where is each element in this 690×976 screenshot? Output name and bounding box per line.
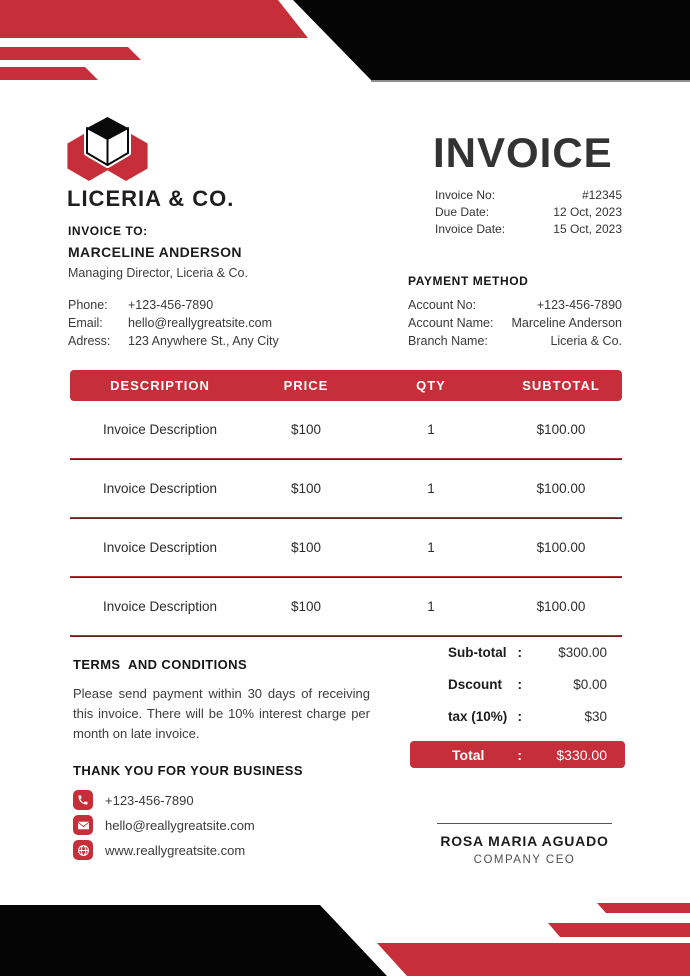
header-red-stripe-1 bbox=[0, 47, 141, 60]
cell-qty: 1 bbox=[427, 599, 435, 614]
items-table-header bbox=[70, 370, 622, 401]
email-icon bbox=[73, 815, 93, 835]
contact-phone: +123-456-7890 bbox=[105, 792, 194, 808]
thank-you-section bbox=[73, 763, 373, 865]
cell-price: $100 bbox=[290, 481, 322, 496]
total-label: Total bbox=[452, 746, 485, 763]
due-date-label: Due Date: bbox=[435, 205, 490, 219]
account-name-label: Account Name: bbox=[408, 316, 494, 330]
discount-value: $0.00 bbox=[573, 677, 607, 692]
cell-price: $100 bbox=[290, 599, 322, 614]
email-label: Email: bbox=[68, 316, 103, 330]
page-title: INVOICE bbox=[433, 129, 613, 176]
client-phone-row bbox=[68, 298, 378, 312]
account-name-row bbox=[408, 316, 622, 330]
list-item bbox=[73, 840, 373, 860]
phone-value: +123-456-7890 bbox=[128, 298, 214, 312]
branch-name-label: Branch Name: bbox=[408, 334, 488, 348]
discount-row bbox=[410, 677, 625, 692]
cell-price: $100 bbox=[290, 540, 322, 555]
bill-to-section bbox=[68, 224, 378, 352]
invoice-number-row bbox=[435, 188, 622, 202]
items-table bbox=[70, 370, 622, 637]
client-title: Managing Director, Liceria & Co. bbox=[68, 266, 248, 280]
cell-subtotal: $100.00 bbox=[536, 599, 586, 614]
signatory-name: ROSA MARIA AGUADO bbox=[440, 833, 609, 849]
contact-list bbox=[73, 790, 373, 860]
table-row bbox=[70, 460, 622, 517]
header-red-stripe-2 bbox=[0, 67, 98, 80]
cell-qty: 1 bbox=[427, 481, 435, 496]
footer-red-stripe-2 bbox=[548, 923, 690, 937]
header-red-shape bbox=[0, 0, 308, 38]
cell-subtotal: $100.00 bbox=[536, 481, 586, 496]
col-subtotal: SUBTOTAL bbox=[522, 378, 600, 393]
total-value: $330.00 bbox=[556, 746, 607, 763]
list-item bbox=[73, 815, 373, 835]
invoice-number-label: Invoice No: bbox=[435, 188, 496, 202]
bill-to-heading: INVOICE TO: bbox=[68, 224, 148, 238]
cell-price: $100 bbox=[290, 422, 322, 437]
header-gray-line bbox=[371, 80, 690, 82]
cube-hexagon-logo-icon bbox=[62, 113, 154, 181]
email-value: hello@reallygreatsite.com bbox=[128, 316, 273, 330]
invoice-date-value: 15 Oct, 2023 bbox=[553, 222, 622, 236]
footer-red-stripe-1 bbox=[597, 903, 690, 913]
subtotal-value: $300.00 bbox=[558, 645, 607, 660]
signatory-title: COMPANY CEO bbox=[473, 854, 576, 866]
tax-label: tax (10%) bbox=[448, 709, 508, 724]
globe-icon bbox=[73, 840, 93, 860]
branch-name-row bbox=[408, 334, 622, 348]
list-item bbox=[73, 790, 373, 810]
address-label: Adress: bbox=[68, 334, 111, 348]
client-address-row bbox=[68, 334, 378, 348]
row-separator bbox=[70, 635, 622, 637]
company-logo bbox=[62, 113, 154, 186]
payment-method-section bbox=[408, 274, 622, 352]
account-no-value: +123-456-7890 bbox=[536, 298, 622, 312]
cell-description: Invoice Description bbox=[102, 540, 218, 555]
invoice-number-value: #12345 bbox=[581, 188, 622, 202]
account-no-row bbox=[408, 298, 622, 312]
address-value: 123 Anywhere St., Any City bbox=[128, 334, 279, 348]
terms-body: Please send payment within 30 days of receiving this invoice. There will be 10% interest charge per month on late invoice. bbox=[73, 686, 370, 742]
total-colon: : bbox=[517, 746, 522, 763]
cell-subtotal: $100.00 bbox=[536, 422, 586, 437]
invoice-meta bbox=[435, 188, 622, 239]
col-description: DESCRIPTION bbox=[110, 378, 210, 393]
due-date-row bbox=[435, 205, 622, 219]
cell-qty: 1 bbox=[427, 540, 435, 555]
subtotal-row bbox=[410, 645, 625, 660]
table-row bbox=[70, 401, 622, 458]
col-qty: QTY bbox=[416, 378, 446, 393]
footer-black-shape bbox=[0, 905, 387, 976]
branch-name-value: Liceria & Co. bbox=[550, 334, 622, 348]
subtotal-colon: : bbox=[517, 645, 522, 660]
phone-label: Phone: bbox=[68, 298, 108, 312]
account-no-label: Account No: bbox=[408, 298, 477, 312]
col-price: PRICE bbox=[283, 378, 329, 393]
account-name-value: Marceline Anderson bbox=[511, 316, 622, 330]
grand-total-bar bbox=[410, 741, 625, 768]
cell-description: Invoice Description bbox=[102, 599, 218, 614]
cell-qty: 1 bbox=[427, 422, 435, 437]
footer-red-stripe-3 bbox=[377, 943, 690, 976]
client-name: MARCELINE ANDERSON bbox=[68, 244, 242, 260]
contact-website: www.reallygreatsite.com bbox=[105, 842, 246, 858]
table-row bbox=[70, 578, 622, 635]
discount-label: Dscount bbox=[448, 677, 502, 692]
phone-icon bbox=[73, 790, 93, 810]
invoice-date-row bbox=[435, 222, 622, 236]
thank-you-heading: THANK YOU FOR YOUR BUSINESS bbox=[73, 763, 303, 778]
table-row bbox=[70, 519, 622, 576]
subtotal-label: Sub-total bbox=[448, 645, 507, 660]
contact-email: hello@reallygreatsite.com bbox=[105, 817, 255, 833]
cell-description: Invoice Description bbox=[102, 422, 218, 437]
payment-method-heading: PAYMENT METHOD bbox=[408, 274, 529, 288]
tax-row bbox=[410, 709, 625, 724]
signature-block bbox=[437, 823, 612, 866]
discount-colon: : bbox=[517, 677, 522, 692]
client-contact-list bbox=[68, 298, 378, 348]
totals-section bbox=[410, 645, 625, 768]
terms-heading: TERMS AND CONDITIONS bbox=[73, 657, 248, 672]
tax-colon: : bbox=[517, 709, 522, 724]
client-email-row bbox=[68, 316, 378, 330]
invoice-date-label: Invoice Date: bbox=[435, 222, 506, 236]
cell-subtotal: $100.00 bbox=[536, 540, 586, 555]
terms-section bbox=[73, 657, 370, 744]
tax-value: $30 bbox=[584, 709, 607, 724]
due-date-value: 12 Oct, 2023 bbox=[553, 205, 622, 219]
cell-description: Invoice Description bbox=[102, 481, 218, 496]
company-name: LICERIA & CO. bbox=[67, 186, 235, 211]
